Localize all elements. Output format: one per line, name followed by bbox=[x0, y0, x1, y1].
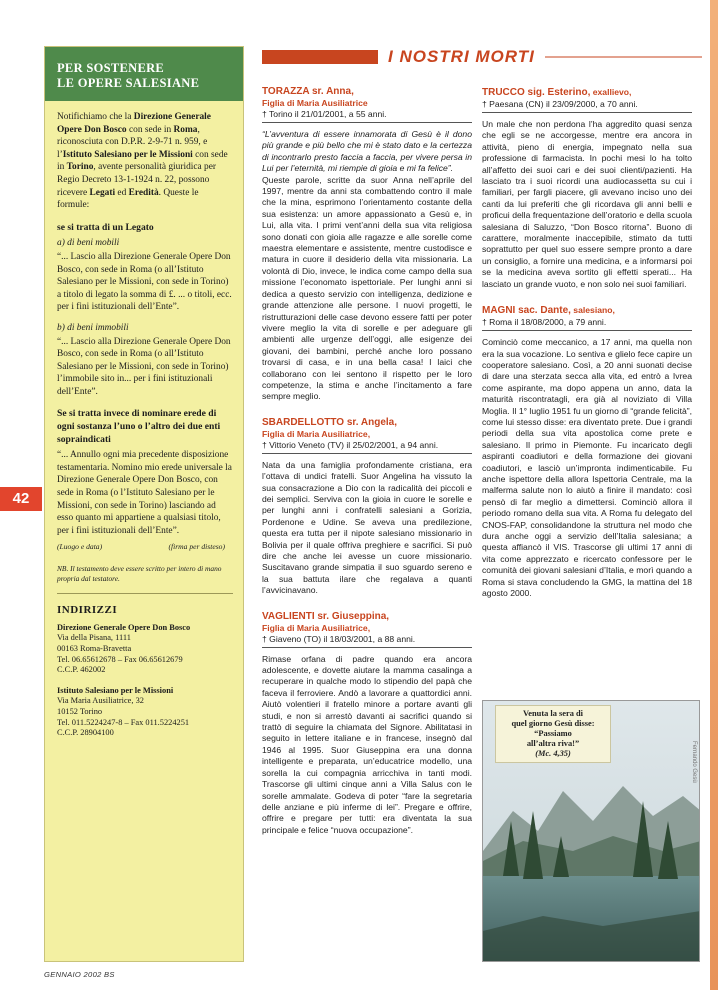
intro-bold: Istituto Salesiano per le Missioni bbox=[62, 149, 193, 160]
intro-bold: Eredità bbox=[128, 187, 159, 198]
obit-rule bbox=[262, 122, 472, 123]
address-block-torino bbox=[57, 686, 233, 739]
obit-name: SBARDELLOTTO sr. Angela, bbox=[262, 416, 398, 428]
erede-heading: Se si tratta invece di nominare erede di ogni sostanza l’uno o l’altro dei due enti sopraindicati bbox=[57, 408, 221, 445]
obit-body: Rimase orfana di padre quando era ancora adolescente, e dovette aiutare la mamma casalinga a recuperare in qualche modo lo stipendio del papà che faceva il ferroviere. Andò a lavorare a quattordici anni. Aiutò volentieri il fratello minore a portare avanti gli studi, e non si arrestò davanti ai sacrifici quando si trattò di seguire la chiamata del Signore. Abilitatasi in seguito in lettere italiane e in francese, insegnò dal 1946 al 1995. Suor Giuseppina era una donna intelligente e preparata, un’educatrice modello, una sorella la cui compagnia arricchiva in tanti modi. Trascorse gli ultimi cinque anni a Villa Salus con le sorelle ammalate. Godeva di poter “fare la segretaria delle anziane e più inferme di lei”. Pregare e offrire, offrire e pregare per tutti: era diventata la sua principale e felice “nuova occupazione”. bbox=[262, 653, 472, 835]
sidebar-title-line1: PER SOSTENERE bbox=[57, 61, 165, 75]
address-line: Via Maria Ausiliatrice, 32 bbox=[57, 696, 144, 706]
erede-text: “... Annullo ogni mia precedente disposizione testamentaria. Nomino mio erede universale la Direzione Generale Opere Don Bosco, con sede in Roma (o l’Istituto Salesiano per le Missioni, con sede in Torino) lasciando ad esso quanto mi appartiene a qualsiasi titolo, per i fini istituzionali dell’Ente”. bbox=[57, 450, 232, 536]
firma-label: (firma per disteso) bbox=[168, 542, 225, 552]
footer-issue: GENNAIO 2002 BS bbox=[44, 970, 115, 979]
address-line: 00163 Roma-Bravetta bbox=[57, 643, 132, 653]
intro-bold: Roma bbox=[173, 124, 198, 135]
obituary-trucco bbox=[482, 86, 692, 290]
obituary-magni bbox=[482, 304, 692, 599]
obit-role: salesiano, bbox=[570, 305, 615, 316]
address-line: 10152 Torino bbox=[57, 706, 103, 716]
obit-role: exallievo, bbox=[590, 87, 632, 97]
nb-note: NB. Il testamento deve essere scritto per intero di mano propria dal testatore. bbox=[57, 564, 222, 583]
legato-heading: se si tratta di un Legato bbox=[57, 221, 154, 233]
signature-line bbox=[57, 541, 225, 554]
caption-line: Venuta la sera di bbox=[523, 709, 583, 718]
sidebar-intro bbox=[57, 111, 233, 212]
obit-body: Un male che non perdona l’ha aggredito quasi senza che egli se ne accorgesse, mentre era ancora in attività, pieno di energia, impegnato nella sua professione di farmacista. In pochi mesi lo ha tolto all’affetto dei suoi cari e dei suoi clienti/pazienti. Ha lasciato tra i suoi ricordi una audiocassetta su cui i familiari, per fargli piacere, gli avevano inciso uno dei canti da lui preferiti che gli ricordava gli anni belli e proficui della frequentazione dell’oratorio e della scuola salesiana di Saluzzo, “Don Bosco ritorna”. Buono di carattere, moralmente inaccepibile, stimato da tutti soprattutto per quel suo essere sempre pronto a dare un consiglio, a fornire una medicina, e a informarsi poi se la medicina aveva sortito gli effetti sperati... Ha lasciato un grande vuoto, e non solo nei suoi familiari. bbox=[482, 119, 692, 289]
section-bar bbox=[262, 50, 378, 64]
b-text: “... Lascio alla Direzione Generale Opere Don Bosco, con sede in Roma (o all’Istituto Salesiano per le Missioni, con sede in Torino) l’immobile sito in... per i fini istituzionali dell’Ente”. bbox=[57, 336, 231, 397]
indirizzi-heading: INDIRIZZI bbox=[57, 604, 118, 617]
section-title: I NOSTRI MORTI bbox=[388, 47, 535, 66]
obit-rule bbox=[482, 330, 692, 331]
address-ccp: C.C.P. 28904100 bbox=[57, 728, 114, 738]
obit-subtitle: Figlia di Maria Ausiliatrice, bbox=[262, 622, 371, 633]
address-phone: Tel. 06.65612678 – Fax 06.65612679 bbox=[57, 654, 183, 664]
caption-line: quel giorno Gesù disse: bbox=[511, 719, 595, 728]
obit-name-text: MAGNI sac. Dante, bbox=[482, 305, 571, 317]
intro-text: ed bbox=[115, 187, 129, 198]
obit-name: TORAZZA sr. Anna, bbox=[262, 86, 354, 97]
intro-bold: Legati bbox=[89, 187, 116, 198]
intro-text: . Queste le formule: bbox=[57, 187, 199, 211]
obit-subtitle: Figlia di Maria Ausiliatrice bbox=[262, 98, 368, 108]
obit-body: Cominciò come meccanico, a 17 anni, ma quella non era la sua vocazione. Lo sentiva e glielo fece capire un cooperatore salesiano. Così, a 20 anni suonati decise di dare una sterzata secca alla vita, ed entrò a Ivrea come aspirante, ma dopo appena un anno, data la maturità riscontratagli, era già al noviziato di Villa Moglia. Il 1° luglio 1951 fu un giorno di “grande felicità”, come lui stesso disse: era diventato prete. Due i grandi periodi della sua vita apostolica come prete e salesiano. Il primo in Piemonte. Fu incaricato degli aspiranti coadiutori e della formazione dei giovani coadiutori, e lasciò un’impronta indimenticabile. Fu anche ispettore della allora Ispettoria Centrale, ma la malferma salute non lo aiutò a finire il mandato: così pensò di far meglio a dimettersi. Cominciò allora il periodo romano della sua vita. A Roma fu delegato del CNOS-FAP, consolidandone la struttura nel modo che dura anche oggi a servizio dell’Italia salesiana; a questa affiancò il VIS. Trascorse gli ultimi 17 anni di vita come apprezzato e ricercato confessore per le comunità dei giovani salesiani d’Italia, e morì quando a Roma si stava concludendo la GMG, la mattina del 18 agosto 2000. bbox=[482, 337, 692, 599]
intro-bold: Direzione Generale Opere Don Bosco bbox=[57, 112, 211, 135]
obituary-torazza bbox=[262, 86, 472, 403]
section-rule bbox=[545, 56, 702, 58]
address-ccp: C.C.P. 462002 bbox=[57, 665, 106, 675]
obit-date: † Paesana (CN) il 23/09/2000, a 70 anni. bbox=[482, 99, 638, 109]
lake-photo bbox=[482, 700, 700, 962]
obit-date: † Roma il 18/08/2000, a 79 anni. bbox=[482, 317, 607, 328]
obituary-vaglienti bbox=[262, 611, 472, 837]
address-name: Direzione Generale Opere Don Bosco bbox=[57, 622, 191, 632]
b-label: b) di beni immobili bbox=[57, 322, 129, 333]
photo-caption bbox=[495, 705, 611, 763]
sidebar-divider bbox=[57, 593, 233, 594]
a-text: “... Lascio alla Direzione Generale Opere Don Bosco, con sede in Roma (o all’Istituto Salesiano per le Missioni, con sede in Torino) a titolo di legato la somma di £. ... o titoli, ecc. per i fini istituzionali dell’Ente”. bbox=[57, 251, 232, 313]
obit-name-text: TRUCCO sig. Esterino, bbox=[482, 87, 591, 98]
caption-line: all’altra riva!” bbox=[526, 739, 580, 748]
luogo-label: (Luogo e data) bbox=[57, 542, 103, 552]
decorative-strip bbox=[710, 0, 718, 990]
obit-date: † Torino il 21/01/2001, a 55 anni. bbox=[262, 109, 387, 119]
obit-rule bbox=[262, 453, 472, 454]
address-phone: Tel. 011.5224247-8 – Fax 011.5224251 bbox=[57, 717, 190, 727]
obit-date: † Giaveno (TO) il 18/03/2001, a 88 anni. bbox=[262, 633, 416, 644]
section-header bbox=[262, 44, 702, 70]
sidebar-title-line2: LE OPERE SALESIANE bbox=[57, 76, 200, 90]
obit-quote: “L’avventura di essere innamorata di Gesù è il dono più grande e più bello che mi è stato dato e la certezza di incontrarlo presto faccia a faccia, per vivere persa in Lui per l’eternità, mi riempie di gioia e mi fa felice”. bbox=[262, 129, 472, 174]
intro-text: con sede in bbox=[126, 124, 174, 135]
sidebar-box bbox=[44, 46, 244, 962]
obit-rule bbox=[262, 647, 472, 648]
obit-name: VAGLIENTI sr. Giuseppina, bbox=[262, 610, 390, 622]
column-right bbox=[482, 86, 692, 613]
a-label: a) di beni mobili bbox=[57, 238, 120, 249]
caption-line: “Passiamo bbox=[534, 729, 572, 738]
sidebar-header bbox=[45, 47, 243, 101]
address-name: Istituto Salesiano per le Missioni bbox=[57, 685, 174, 695]
obit-body: Nata da una famiglia profondamente cristiana, era l’ottava di undici fratelli. Suor Angelina ha vissuto la sua consacrazione a Dio con la radicalità dei piccoli e dei semplici. Serviva con la gioia in cuore le sorelle e per lunghi anni i confratelli salesiani a Gorizia, Pordenone e Udine. Se aveva una predilezione, questa era tutta per il nipote salesiano missionario in Bolivia per il quale offriva preghiere e sacrifici. Si può dire che anche lei avesse un cuore missionario. Suscitavano grande simpatia il suo sguardo sereno e la sua battuta ilare che regalava a quanti l’avvicinavano. bbox=[262, 459, 472, 596]
obit-date: † Vittorio Veneto (TV) il 25/02/2001, a 94 anni. bbox=[262, 439, 439, 450]
obit-subtitle: Figlia di Maria Ausiliatrice, bbox=[262, 428, 371, 439]
obit-body: Queste parole, scritte da suor Anna nell’aprile del 1997, mentre da anni sta combattendo contro il male che la mina, esprimono l’orientamento costante della sua esistenza: un amore appassionato a Gesù e, in Lui, alla vita. I primi vent’anni della sua vita religiosa sono donati con gioia alle ragazze e alle sorelle come maestra elementare e assistente, mentre custodisce e matura in cuore il desiderio della vita missionaria. La volontà di Dio, invece, le indica come campo della sua missione l’economato ispettoriale. Per lunghi anni si dedica a questo servizio con intelligenza, dedizione e grande attenzione alle persone. I nuovi progetti, le ristrutturazioni delle case devono essere fatti per poter vivere meglio la vita di sorelle e per adeguare gli ambienti alle urgenze dell’oggi, alle esigenze dei giovani, dei bambini, perché anche loro possano trovarsi di casa, e in una bella casa! I laici che collaborano con lei sentono il rispetto per le loro competenze, la stima e anche l’incitamento a fare sempre meglio. bbox=[262, 174, 472, 402]
intro-text: con sede in bbox=[57, 149, 228, 173]
page-number-badge: 42 bbox=[0, 487, 42, 511]
obit-name bbox=[482, 304, 692, 317]
intro-text: Notifichiamo che la bbox=[57, 112, 134, 122]
caption-reference: (Mc. 4,35) bbox=[535, 749, 571, 758]
intro-text: , riconosciuta con D.P.R. 2-9-71 n. 959, e l’ bbox=[57, 124, 208, 160]
intro-text: , avente personalità giuridica per Regio Decreto 13-1-1924 n. 22, possono ricevere bbox=[57, 162, 216, 198]
address-line: Via della Pisana, 1111 bbox=[57, 633, 131, 643]
intro-bold: Torino bbox=[66, 162, 94, 173]
obituary-sbardellotto bbox=[262, 417, 472, 597]
photo-credit: Fernando Gesù bbox=[691, 741, 697, 783]
column-left bbox=[262, 86, 472, 850]
sidebar-body bbox=[45, 101, 243, 739]
obit-rule bbox=[482, 112, 692, 113]
address-block-roma bbox=[57, 623, 233, 676]
obit-name bbox=[482, 86, 692, 99]
